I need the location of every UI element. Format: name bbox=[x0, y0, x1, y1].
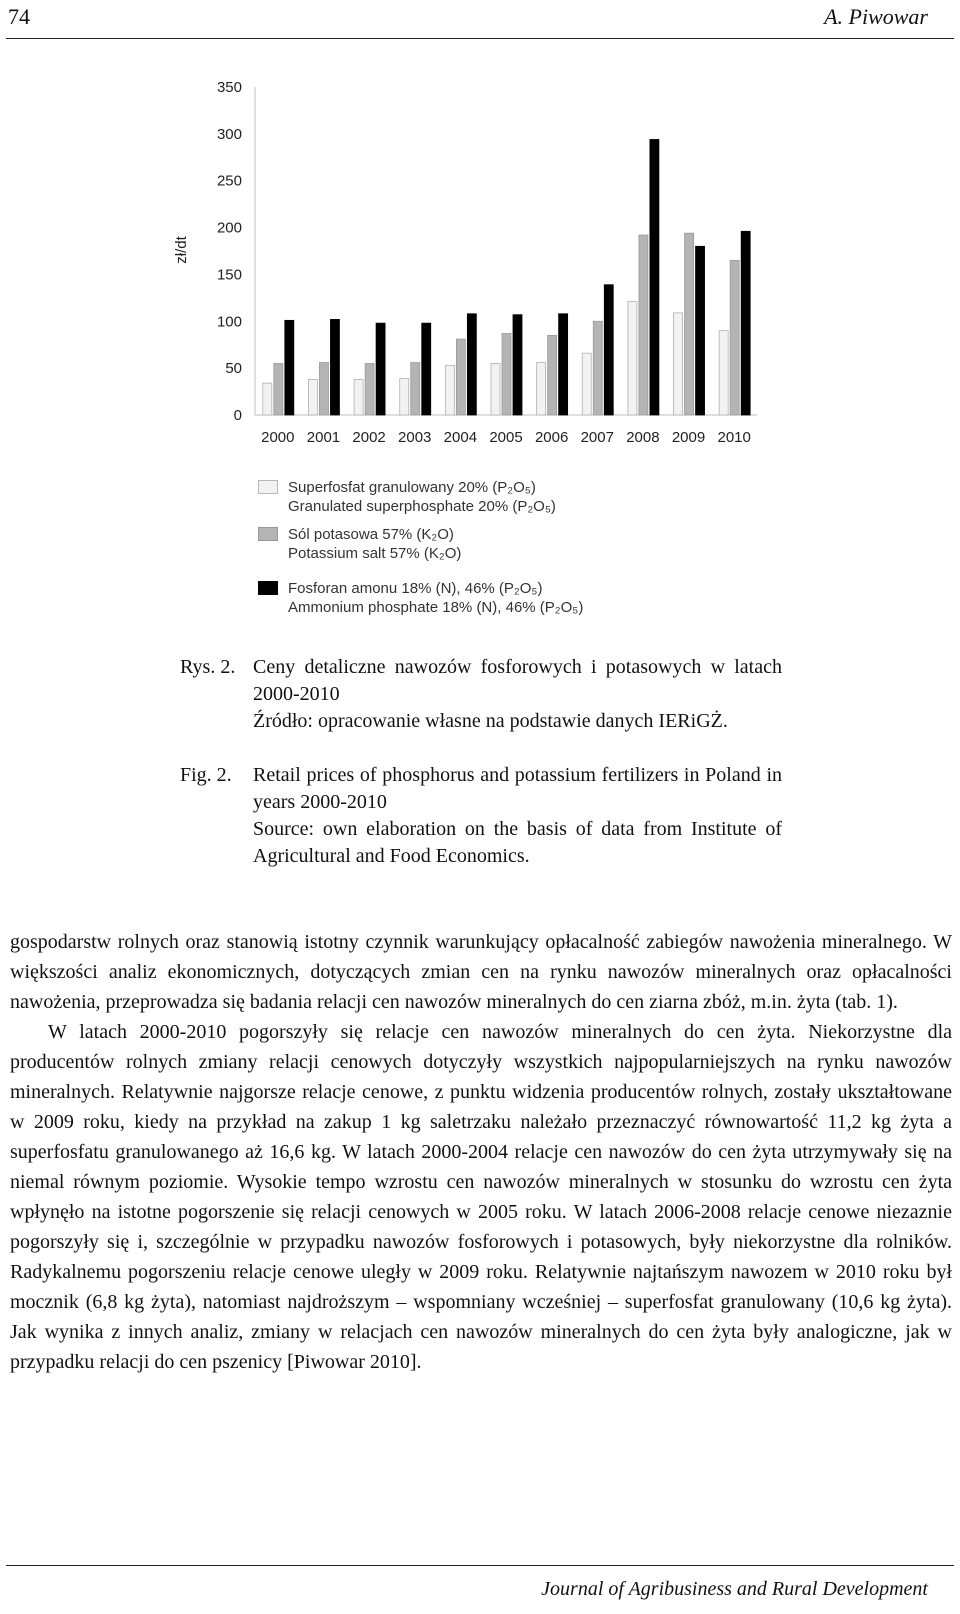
bar-series-2-2005 bbox=[502, 333, 511, 415]
legend-label-en: Potassium salt 57% (K₂O) bbox=[288, 545, 462, 562]
bar-series-2-2004 bbox=[456, 339, 465, 415]
bar-series-1-2007 bbox=[582, 353, 591, 415]
bar-series-2-2010 bbox=[730, 260, 739, 415]
paragraph: gospodarstw rolnych oraz stanowią istotny czynnik warunkujący opłacalność zabiegów nawożenia mineralnego. W większości analiz ekonomicznych, dotyczących zmian cen na rynku nawozów mineralnych oraz opłacalności nawożenia, przeprowadza się badania relacji cen nawozów mineralnych do cen ziarna zbóż, m.in. żyta (tab. 1). bbox=[10, 931, 952, 1013]
bar-series-2-2006 bbox=[548, 335, 557, 415]
y-tick-label: 300 bbox=[216, 125, 242, 143]
bar-series-2-2003 bbox=[411, 363, 420, 415]
body-text bbox=[10, 927, 952, 1377]
bar-series-1-2004 bbox=[445, 365, 454, 415]
bar-series-2-2007 bbox=[593, 321, 602, 415]
bar-series-1-2001 bbox=[308, 379, 317, 415]
x-tick-label: 2008 bbox=[626, 429, 660, 446]
y-tick-label: 150 bbox=[216, 266, 242, 284]
bar-series-3-2005 bbox=[513, 315, 522, 415]
legend-item-potassium bbox=[258, 525, 583, 563]
legend-label-en: Ammonium phosphate 18% (N), 46% (P₂O₅) bbox=[288, 599, 584, 616]
bar-chart bbox=[160, 70, 800, 470]
bar-series-3-2004 bbox=[467, 314, 476, 415]
x-tick-label: 2004 bbox=[443, 429, 478, 446]
legend-label-en: Granulated superphosphate 20% (P₂O₅) bbox=[288, 498, 556, 515]
legend-item-superphosphate bbox=[258, 478, 583, 516]
bar-series-3-2000 bbox=[285, 320, 294, 415]
light-grey-swatch-icon bbox=[258, 480, 278, 494]
bar-series-1-2010 bbox=[719, 331, 728, 415]
medium-grey-swatch-icon bbox=[258, 527, 278, 541]
footer-rule bbox=[6, 1565, 954, 1566]
bar-series-3-2001 bbox=[330, 319, 339, 415]
x-tick-label: 2007 bbox=[580, 429, 614, 446]
bar-series-1-2002 bbox=[354, 379, 363, 415]
bar-series-2-2008 bbox=[639, 235, 648, 415]
caption-source: Źródło: opracowanie własne na podstawie danych IERiGŻ. bbox=[253, 710, 728, 732]
caption-title: Ceny detaliczne nawozów fosforowych i potasowych w latach 2000-2010 bbox=[253, 656, 782, 705]
y-tick-label: 0 bbox=[233, 407, 242, 424]
caption-source: Source: own elaboration on the basis of data from Institute of Agricultural and Food Economics. bbox=[253, 818, 782, 867]
caption-label: Rys. 2. bbox=[180, 656, 236, 678]
bar-series-1-2009 bbox=[674, 313, 683, 415]
bar-series-3-2007 bbox=[604, 285, 613, 415]
x-tick-label: 2000 bbox=[261, 429, 295, 446]
x-axis-ticks bbox=[261, 429, 751, 446]
bar-series-3-2003 bbox=[422, 323, 431, 415]
y-axis-title: zł/dt bbox=[173, 236, 190, 264]
caption-label: Fig. 2. bbox=[180, 764, 232, 786]
chart-legend bbox=[258, 478, 583, 626]
y-tick-label: 100 bbox=[216, 313, 242, 331]
bar-series-1-2003 bbox=[400, 378, 409, 415]
bar-series-2-2002 bbox=[365, 363, 374, 415]
bar-series bbox=[263, 139, 750, 415]
page-number: 74 bbox=[8, 4, 30, 29]
caption-en bbox=[180, 762, 782, 870]
y-tick-label: 250 bbox=[216, 172, 242, 190]
bar-series-1-2005 bbox=[491, 363, 500, 415]
bar-series-3-2006 bbox=[559, 314, 568, 415]
bar-series-3-2009 bbox=[696, 246, 705, 415]
y-tick-label: 200 bbox=[216, 219, 242, 237]
bar-series-3-2008 bbox=[650, 139, 659, 415]
bar-series-3-2010 bbox=[741, 231, 750, 415]
x-tick-label: 2003 bbox=[398, 429, 432, 446]
bar-series-3-2002 bbox=[376, 323, 385, 415]
x-tick-label: 2001 bbox=[306, 429, 341, 446]
bar-series-2-2001 bbox=[319, 363, 328, 415]
bar-series-2-2009 bbox=[685, 233, 694, 415]
bar-series-1-2006 bbox=[537, 363, 546, 415]
x-tick-label: 2006 bbox=[534, 429, 569, 446]
y-axis-ticks bbox=[217, 79, 242, 424]
black-swatch-icon bbox=[258, 581, 278, 595]
caption-pl bbox=[180, 654, 782, 735]
bar-series-2-2000 bbox=[274, 363, 283, 415]
running-author: A. Piwowar bbox=[824, 4, 928, 29]
legend-label-pl: Superfosfat granulowany 20% (P₂O₅) bbox=[288, 479, 536, 496]
y-tick-label: 350 bbox=[216, 79, 242, 96]
legend-label-pl: Sól potasowa 57% (K₂O) bbox=[288, 526, 454, 543]
x-tick-label: 2010 bbox=[717, 429, 751, 446]
caption-title: Retail prices of phosphorus and potassium fertilizers in Poland in years 2000-2010 bbox=[253, 764, 782, 813]
x-tick-label: 2002 bbox=[352, 429, 386, 446]
header-rule bbox=[6, 38, 954, 39]
paragraph: W latach 2000-2010 pogorszyły się relacje cen nawozów mineralnych do cen żyta. Niekorzystne dla producentów rolnych zmiany relacji cenowych dotyczyły wszystkich najpopularniejszych na rynku nawozów mineralnych. Relatywnie najgorsze relacje cenowe, z punktu widzenia producentów rolnych, zostały ukształtowane w 2009 roku, kiedy na przykład na zakup 1 kg saletrzaku należało przeznaczyć równowartość 11,2 kg żyta a superfosfatu granulowanego aż 16,6 kg. W latach 2000-2004 relacje cen nawozów do cen żyta utrzymywały się na niemal równym poziomie. Wysokie tempo wzrostu cen nawozów mineralnych w stosunku do wzrostu cen żyta wpłynęło na istotne pogorszenie się relacji cenowych w 2005 roku. W latach 2006-2008 relacje cenowe niezaznie pogorszyły się i, szczególnie w przypadku nawozów fosforowych i potasowych, były niekorzystne dla rolników. Radykalnemu pogorszeniu relacje cenowe uległy w 2009 roku. Relatywnie najtańszym nawozem w 2010 roku był mocznik (6,8 kg żyta), natomiast najdroższym – wspomniany wcześniej – superfosfat granulowany (10,6 kg żyta). Jak wynika z innych analiz, zmiany w relacjach cen nawozów mineralnych do cen żyta były analogiczne, jak w przypadku relacji do cen pszenicy [Piwowar 2010]. bbox=[10, 1021, 952, 1373]
y-tick-label: 50 bbox=[225, 360, 242, 378]
bar-series-1-2008 bbox=[628, 302, 637, 415]
legend-item-ammonium bbox=[258, 579, 583, 617]
x-tick-label: 2009 bbox=[671, 429, 706, 446]
bar-series-1-2000 bbox=[263, 383, 272, 415]
y-axis-title-group bbox=[173, 235, 190, 263]
x-tick-label: 2005 bbox=[489, 429, 523, 446]
journal-name: Journal of Agribusiness and Rural Development bbox=[541, 1578, 928, 1600]
legend-label-pl: Fosforan amonu 18% (N), 46% (P₂O₅) bbox=[288, 580, 543, 597]
